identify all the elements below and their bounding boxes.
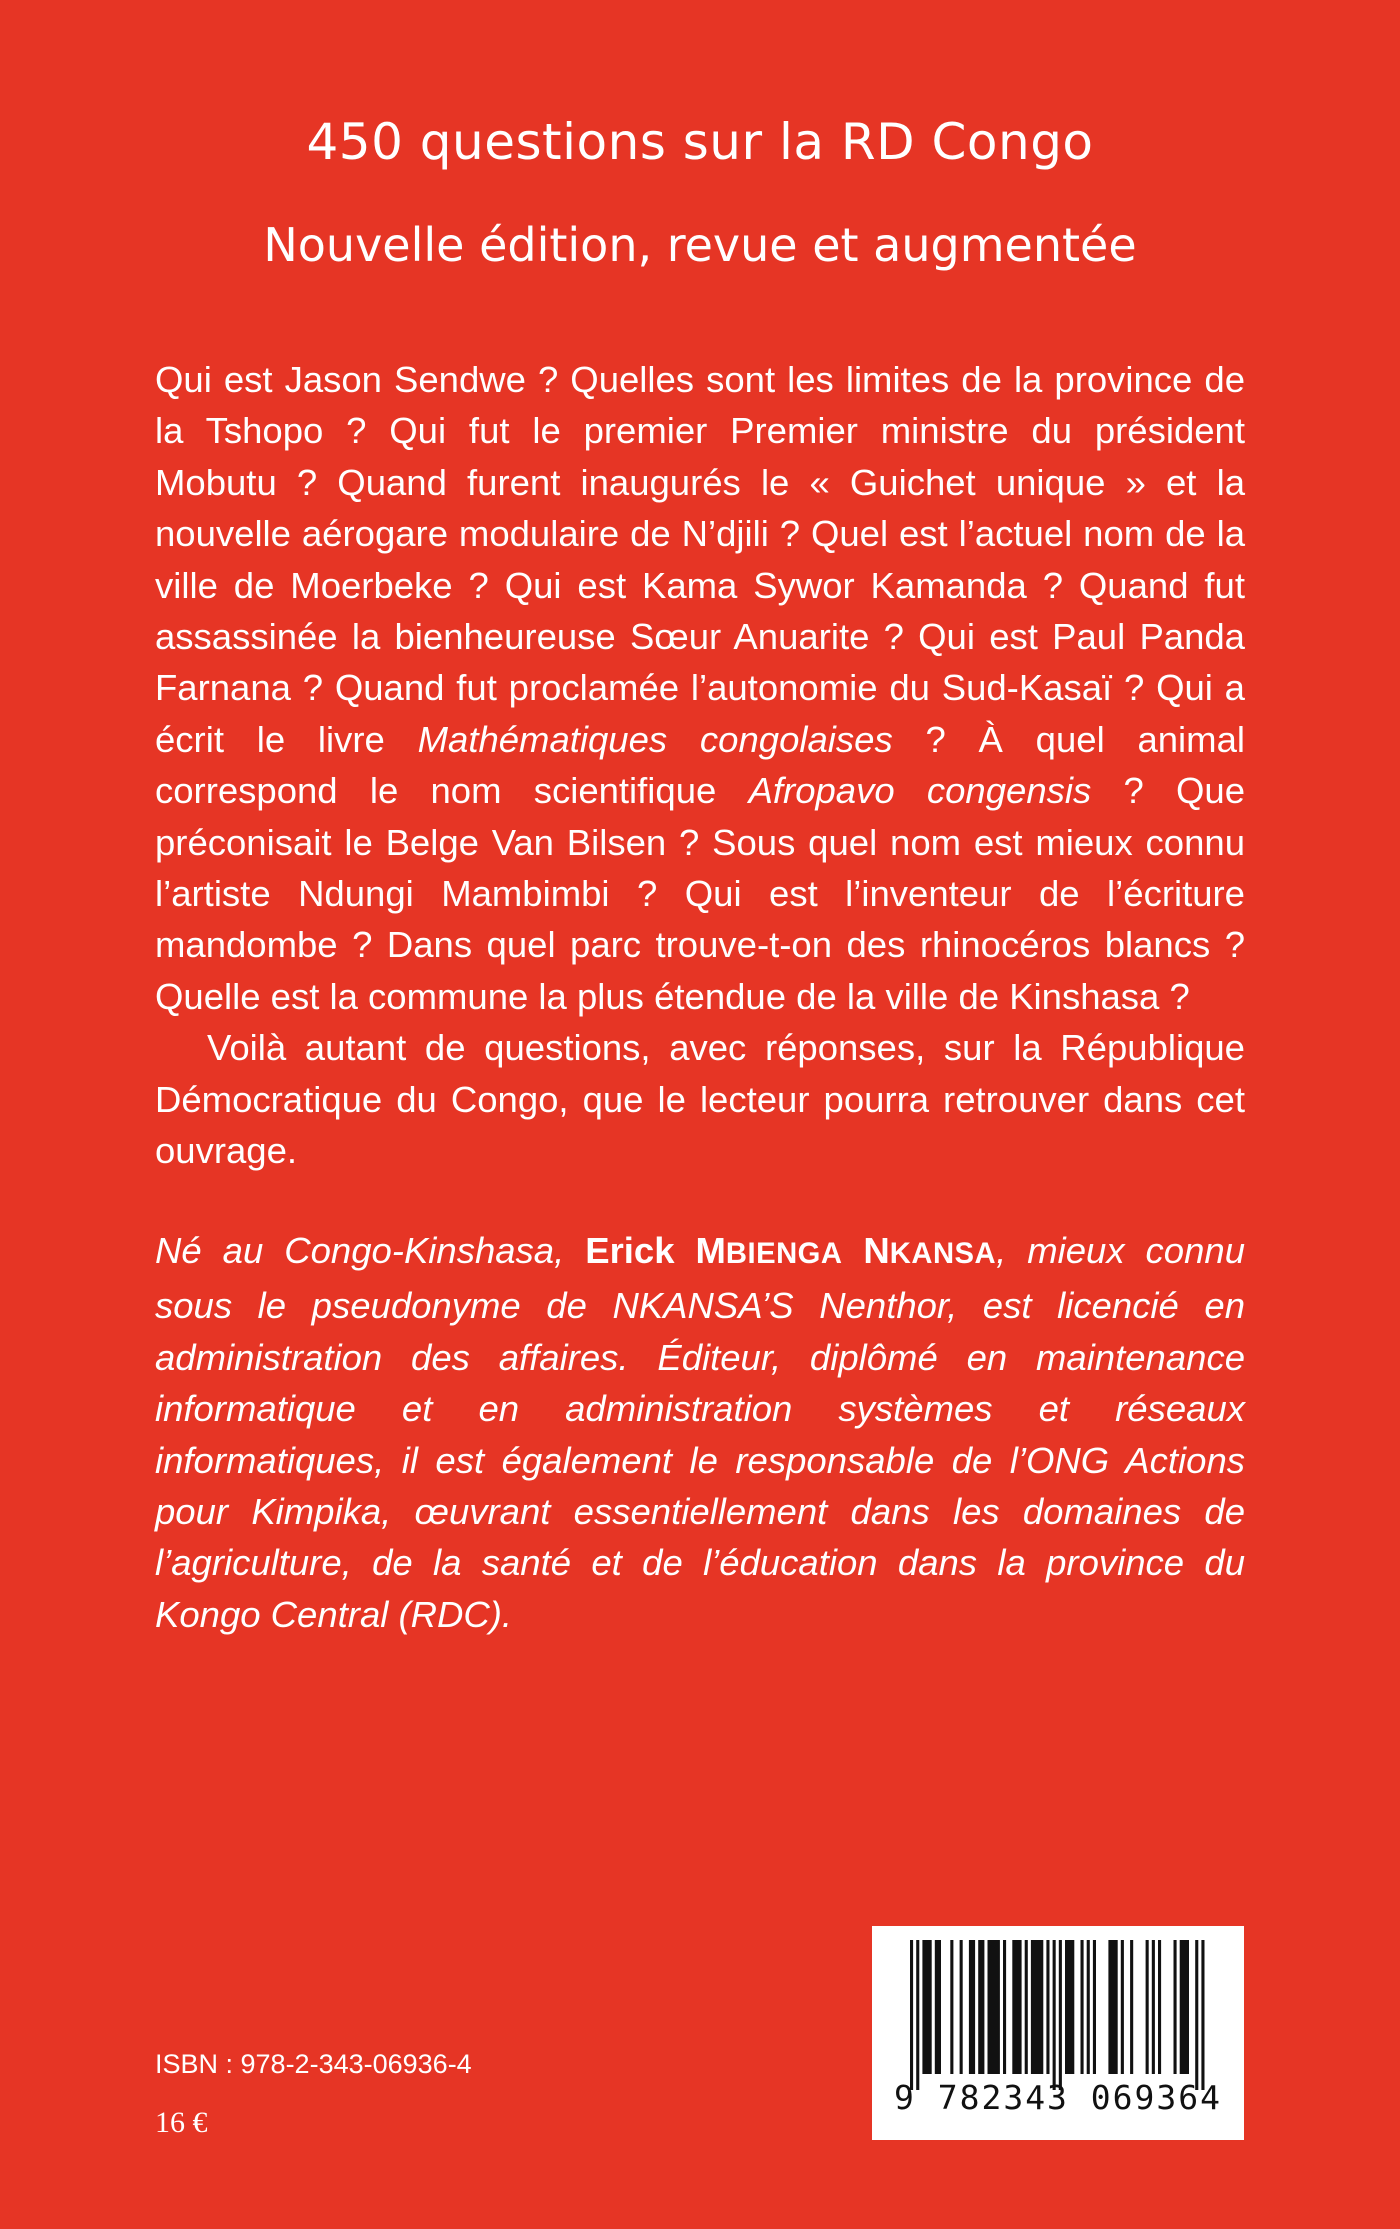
barcode-bar: [1025, 1940, 1028, 2074]
author-name: [585, 1230, 996, 1271]
barcode-bar: [922, 1940, 931, 2074]
blurb-text-c: ? Que préconisait le Belge Van Bilsen ? Sous quel nom est mieux connu l’artiste Ndungi Mambimbi ? Qui est l’inventeur de l’écriture mandombe ? Dans quel parc trouve-t-on des rhinocéros blancs ? Quelle est la commune la plus étendue de la ville de Kinshasa ?: [155, 770, 1245, 1017]
barcode-bar: [988, 1940, 1000, 2074]
barcode-bar: [950, 1940, 953, 2074]
blurb-paragraph-summary: Voilà autant de questions, avec réponses, sur la République Démocratique du Congo, que le lecteur pourra retrouver dans cet ouvrage.: [155, 1027, 1245, 1172]
author-name-part: Erick M: [585, 1230, 726, 1271]
barcode-bar: [1152, 1940, 1155, 2074]
barcode: [872, 1926, 1244, 2140]
barcode-bar: [1174, 1940, 1177, 2074]
author-bio-paragraph: [155, 1225, 1245, 1640]
barcode-bar: [1031, 1940, 1043, 2074]
price: 16 €: [155, 2106, 208, 2139]
bio-lead: Né au Congo-Kinshasa,: [155, 1230, 586, 1271]
barcode-bar: [969, 1940, 975, 2074]
barcode-bar: [1180, 1940, 1189, 2074]
barcode-bar: [910, 1940, 913, 2090]
barcode-bar: [1108, 1940, 1117, 2074]
barcode-bar: [1065, 1940, 1074, 2074]
barcode-bar: [916, 1940, 919, 2090]
barcode-bar: [1201, 1940, 1204, 2090]
barcode-bar: [1087, 1940, 1090, 2074]
blurb-book-title: Mathématiques congolaises: [417, 718, 893, 760]
blurb: [155, 354, 1245, 1177]
barcode-bar: [1130, 1940, 1133, 2074]
bio-rest: , mieux connu sous le pseudonyme de NKANSA’S Nenthor, est licencié en administration des affaires. Éditeur, diplômé en maintenance informatique et en administration systèmes et réseaux informatiques, il est également le responsable de l’ONG Actions pour Kimpika, œuvrant essentiellement dans les domaines de l’agriculture, de la santé et de l’éducation dans la province du Kongo Central (RDC).: [155, 1230, 1246, 1635]
barcode-bar: [1121, 1940, 1124, 2074]
barcode-bar: [1059, 1940, 1062, 2090]
author-name-part: N: [842, 1230, 890, 1271]
barcode-bar: [1158, 1940, 1161, 2074]
book-subtitle: Nouvelle édition, revue et augmentée: [263, 218, 1137, 272]
barcode-bar: [935, 1940, 941, 2074]
author-name-smallcaps: BIENGA: [725, 1238, 843, 1270]
barcode-bar: [960, 1940, 963, 2074]
barcode-bar: [1053, 1940, 1056, 2090]
barcode-bar: [1003, 1940, 1006, 2074]
barcode-bar: [1081, 1940, 1084, 2074]
author-name-smallcaps: KANSA: [889, 1238, 997, 1270]
barcode-bar: [1195, 1940, 1198, 2090]
isbn: ISBN : 978-2-343-06936-4: [155, 2049, 472, 2079]
blurb-text-a: Qui est Jason Sendwe ? Quelles sont les limites de la province de la Tshopo ? Qui fut le premier Premier ministre du président Mobutu ? Quand furent inaugurés le « Guichet unique » et la nouvelle aérogare modulaire de N’djili ? Quel est l’actuel nom de la ville de Moerbeke ? Qui est Kama Sywor Kamanda ? Quand fut assassinée la bienheureuse Sœur Anuarite ? Qui est Paul Panda Farnana ? Quand fut proclamée l’autonomie du Sud-Kasaï ? Qui a écrit le livre: [155, 359, 1245, 760]
blurb-text-b: ? À quel animal correspond le nom scientifique: [155, 718, 1245, 812]
barcode-bar: [1093, 1940, 1096, 2074]
blurb-paragraph-questions: [155, 354, 1245, 1022]
blurb-species-name: Afropavo congensis: [748, 770, 1092, 812]
author-bio: [155, 1225, 1245, 1640]
barcode-digits: 9 782343 069364: [893, 2078, 1222, 2117]
barcode-bar: [1012, 1940, 1021, 2074]
barcode-bar: [978, 1940, 984, 2074]
barcode-bar: [1046, 1940, 1049, 2074]
barcode-bar: [1146, 1940, 1149, 2074]
book-title: 450 questions sur la RD Congo: [306, 113, 1094, 171]
